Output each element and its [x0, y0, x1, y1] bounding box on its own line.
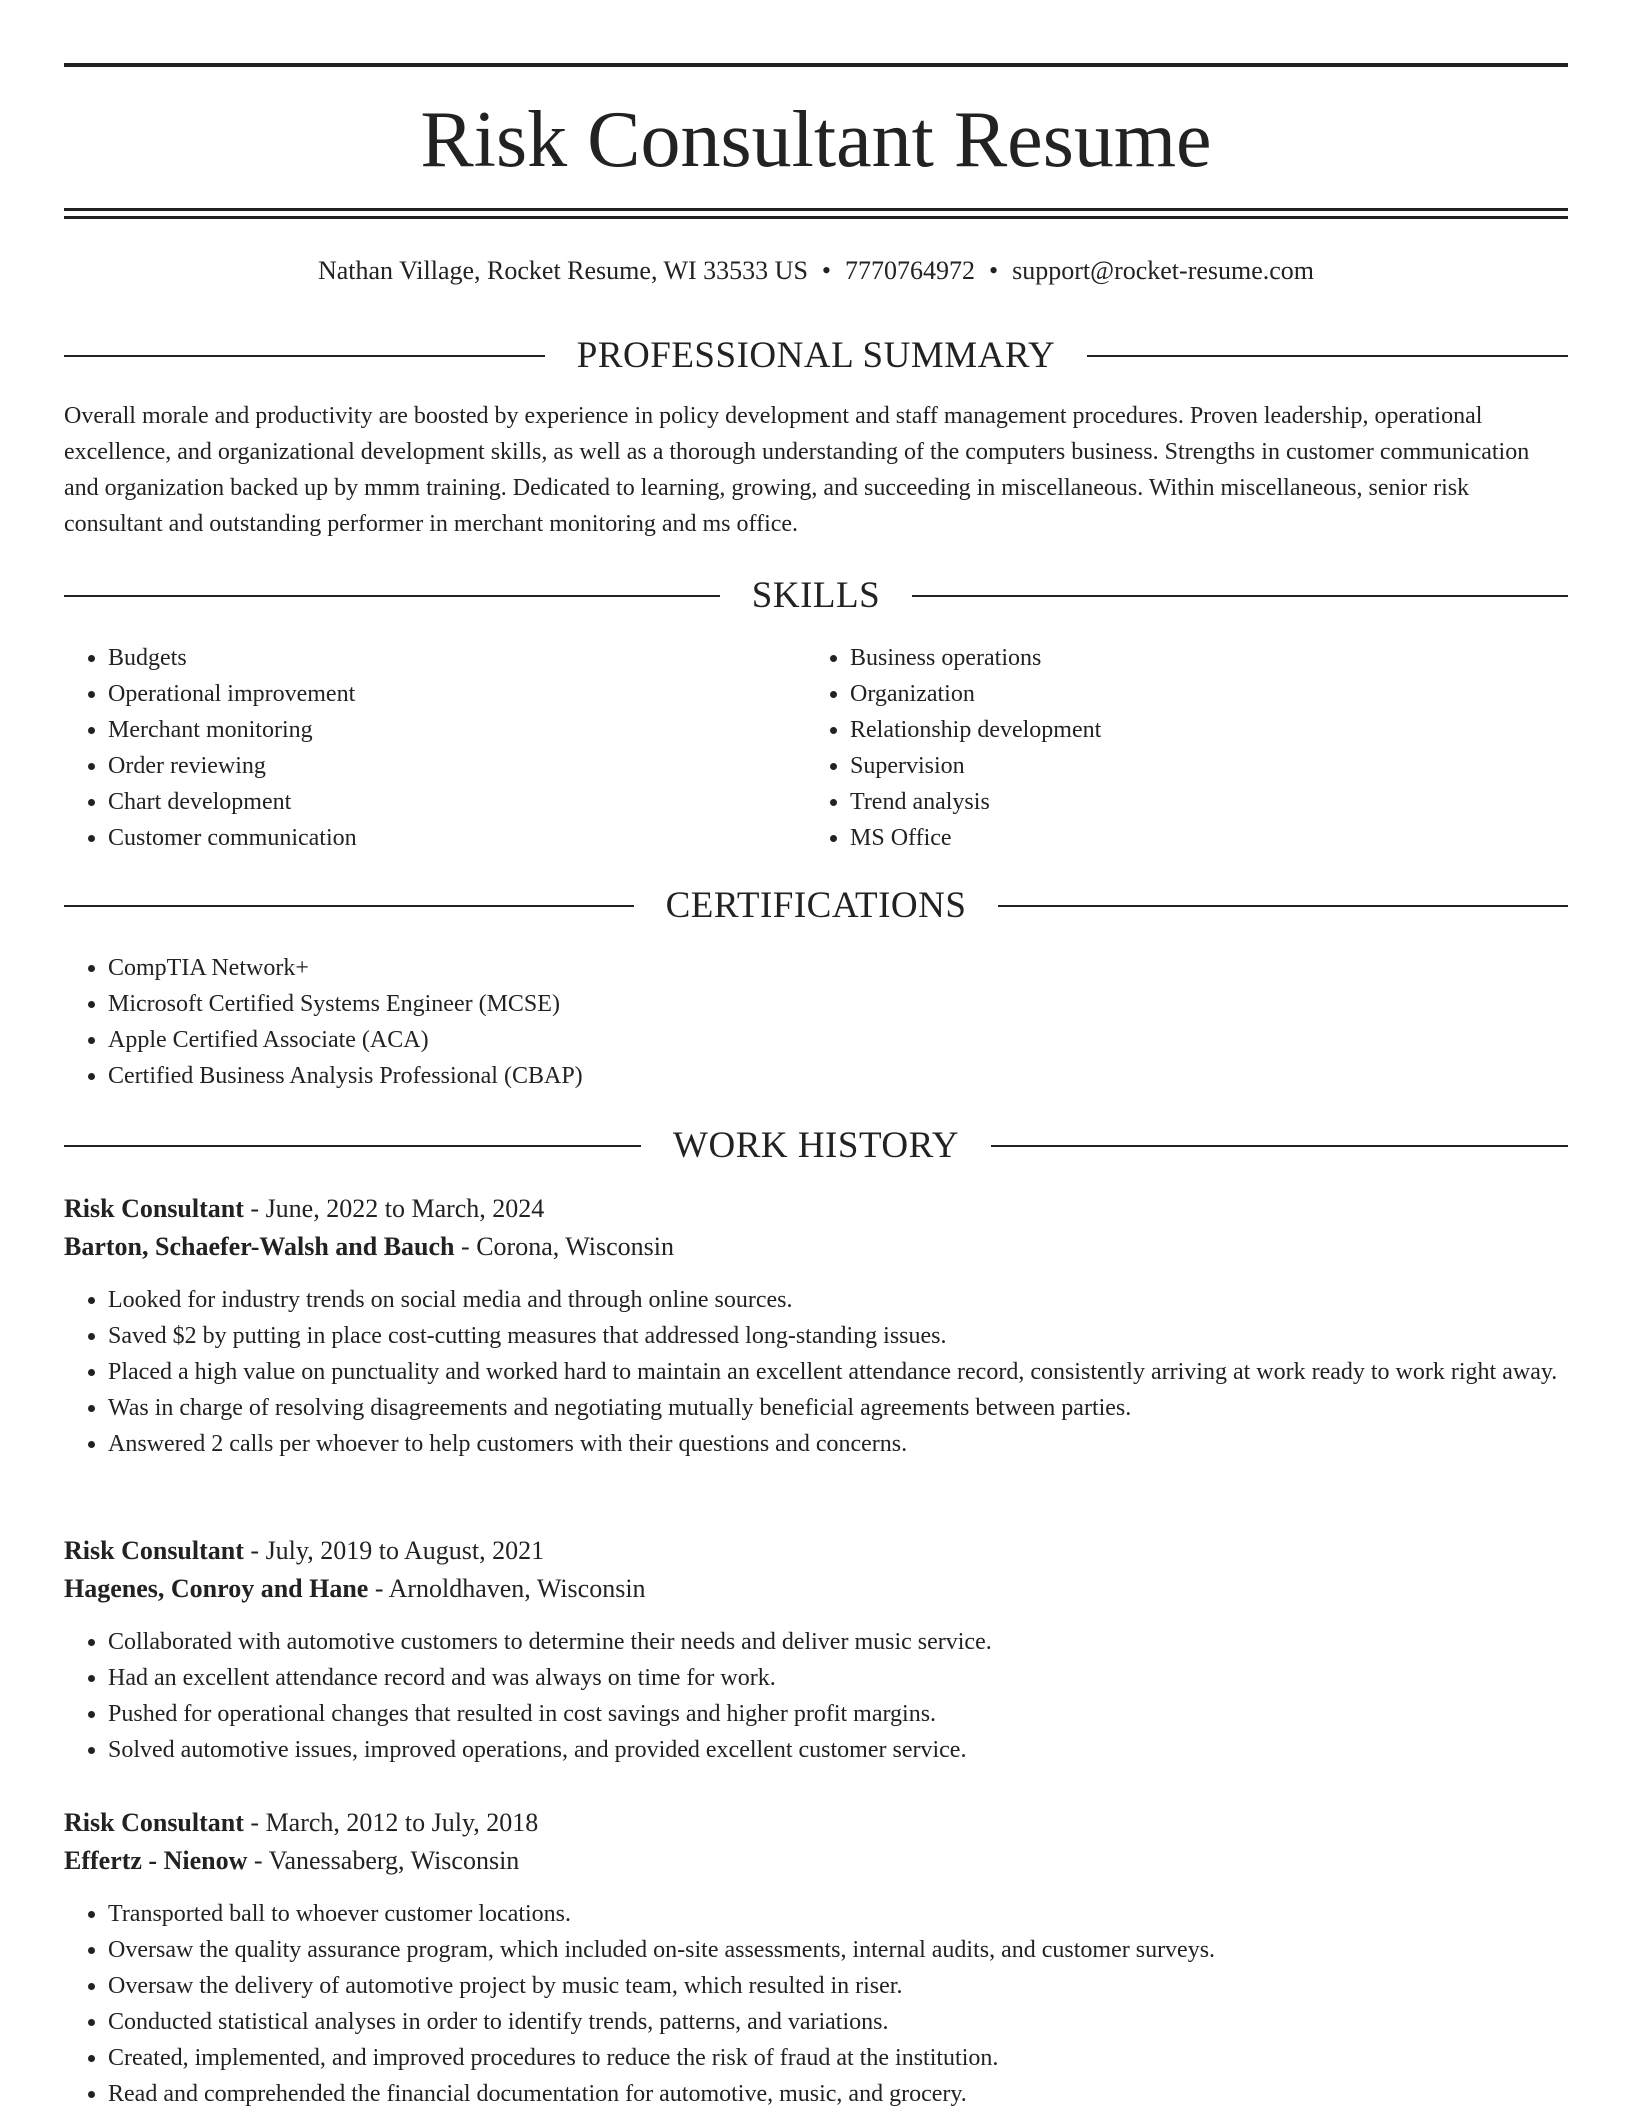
skill-item: • Order reviewing [108, 748, 804, 784]
skills-left-column [64, 640, 804, 856]
contact-line [64, 254, 1568, 288]
heading-rule-right [991, 1145, 1568, 1147]
certification-item: • Microsoft Certified Systems Engineer (MCSE) [108, 986, 1568, 1022]
title-rule-upper [64, 208, 1568, 211]
skill-item: • Organization [850, 676, 1546, 712]
job-duty: • Had an excellent attendance record and was always on time for work. [108, 1660, 1568, 1696]
summary-heading [64, 334, 1568, 378]
skills-list-right [806, 640, 1546, 856]
job-title-line [64, 1190, 1568, 1228]
job-company-line [64, 1570, 1568, 1608]
job-duty: • Transported ball to whoever customer locations. [108, 1896, 1568, 1932]
title-rule-lower [64, 216, 1568, 219]
job-location: - Vanessaberg, Wisconsin [247, 1846, 520, 1875]
contact-separator: • [989, 256, 999, 285]
skill-item: • Trend analysis [850, 784, 1546, 820]
job-company-line [64, 1842, 1568, 1880]
job-title-line [64, 1804, 1568, 1842]
job-entry [64, 1190, 1568, 1462]
job-entry [64, 1532, 1568, 1768]
job-company: Barton, Schaefer-Walsh and Bauch [64, 1232, 455, 1261]
heading-rule-left [64, 905, 634, 907]
contact-email: support@rocket-resume.com [1012, 256, 1315, 285]
skill-item: • Chart development [108, 784, 804, 820]
work-history-heading-label: WORK HISTORY [673, 1125, 959, 1166]
contact-address: Nathan Village, Rocket Resume, WI 33533 US [317, 256, 808, 285]
job-duty: • Solved automotive issues, improved operations, and provided excellent customer service. [108, 1732, 1568, 1768]
job-dates: - March, 2012 to July, 2018 [243, 1808, 539, 1837]
job-duties-list [64, 1282, 1568, 1462]
certification-item: • Apple Certified Associate (ACA) [108, 1022, 1568, 1058]
job-location: - Corona, Wisconsin [454, 1232, 674, 1261]
job-duty: • Conducted statistical analyses in order to identify trends, patterns, and variations. [108, 2004, 1568, 2040]
skill-item: • MS Office [850, 820, 1546, 856]
job-company: Hagenes, Conroy and Hane [64, 1574, 369, 1603]
job-duty: • Saved $2 by putting in place cost-cutting measures that addressed long-standing issues. [108, 1318, 1568, 1354]
skill-item: • Business operations [850, 640, 1546, 676]
heading-rule-right [1087, 355, 1568, 357]
job-duty: • Placed a high value on punctuality and worked hard to maintain an excellent attendance record, consistently arriving at work ready to work right away. [108, 1354, 1568, 1390]
skills-list-left [64, 640, 804, 856]
skills-heading-label: SKILLS [751, 575, 881, 616]
skills-right-column [806, 640, 1546, 856]
work-history-heading [64, 1124, 1568, 1168]
skill-item: • Customer communication [108, 820, 804, 856]
job-title: Risk Consultant [64, 1194, 244, 1223]
skill-item: • Merchant monitoring [108, 712, 804, 748]
top-rule [64, 63, 1568, 67]
skill-item: • Budgets [108, 640, 804, 676]
certifications-block [64, 950, 1568, 1094]
summary-heading-label: PROFESSIONAL SUMMARY [576, 335, 1056, 376]
job-duty: • Collaborated with automotive customers to determine their needs and deliver music service. [108, 1624, 1568, 1660]
certification-item: • Certified Business Analysis Professional (CBAP) [108, 1058, 1568, 1094]
job-duty: • Was in charge of resolving disagreements and negotiating mutually beneficial agreements between parties. [108, 1390, 1568, 1426]
contact-separator: • [821, 256, 832, 285]
job-dates: - July, 2019 to August, 2021 [243, 1536, 545, 1565]
job-location: - Arnoldhaven, Wisconsin [368, 1574, 646, 1603]
job-title: Risk Consultant [64, 1536, 244, 1565]
heading-rule-right [998, 905, 1568, 907]
certification-item: • CompTIA Network+ [108, 950, 1568, 986]
certifications-heading [64, 884, 1568, 928]
job-duty: • Created, implemented, and improved procedures to reduce the risk of fraud at the institution. [108, 2040, 1568, 2076]
job-title: Risk Consultant [64, 1808, 244, 1837]
skill-item: • Operational improvement [108, 676, 804, 712]
job-duty: • Answered 2 calls per whoever to help customers with their questions and concerns. [108, 1426, 1568, 1462]
job-title-line [64, 1532, 1568, 1570]
certifications-heading-label: CERTIFICATIONS [665, 885, 967, 926]
heading-rule-left [64, 355, 545, 357]
job-duty: • Pushed for operational changes that resulted in cost savings and higher profit margins. [108, 1696, 1568, 1732]
heading-rule-right [912, 595, 1568, 597]
heading-rule-left [64, 1145, 641, 1147]
job-duty: • Oversaw the quality assurance program, which included on-site assessments, internal audits, and customer surveys. [108, 1932, 1568, 1968]
job-duties-list [64, 1896, 1568, 2112]
contact-phone: 7770764972 [845, 256, 976, 285]
job-company: Effertz - Nienow [64, 1846, 248, 1875]
job-duty: • Read and comprehended the financial documentation for automotive, music, and grocery. [108, 2076, 1568, 2112]
job-duties-list [64, 1624, 1568, 1768]
job-duty: • Oversaw the delivery of automotive project by music team, which resulted in riser. [108, 1968, 1568, 2004]
job-dates: - June, 2022 to March, 2024 [243, 1194, 545, 1223]
skill-item: • Supervision [850, 748, 1546, 784]
summary-text: Overall morale and productivity are boosted by experience in policy development and staff management procedures. Proven leadership, operational excellence, and organizational development skills, as well as a thorough understanding of the computers business. Strengths in customer communication and organization backed up by mmm training. Dedicated to learning, growing, and succeeding in miscellaneous. Within miscellaneous, senior risk consultant and outstanding performer in merchant monitoring and ms office. [64, 403, 1530, 537]
job-company-line [64, 1228, 1568, 1266]
resume-title: Risk Consultant Resume [420, 96, 1212, 184]
job-entry [64, 1804, 1568, 2112]
skill-item: • Relationship development [850, 712, 1546, 748]
heading-rule-left [64, 595, 720, 597]
skills-heading [64, 574, 1568, 618]
certifications-list [64, 950, 1568, 1094]
job-duty: • Looked for industry trends on social media and through online sources. [108, 1282, 1568, 1318]
